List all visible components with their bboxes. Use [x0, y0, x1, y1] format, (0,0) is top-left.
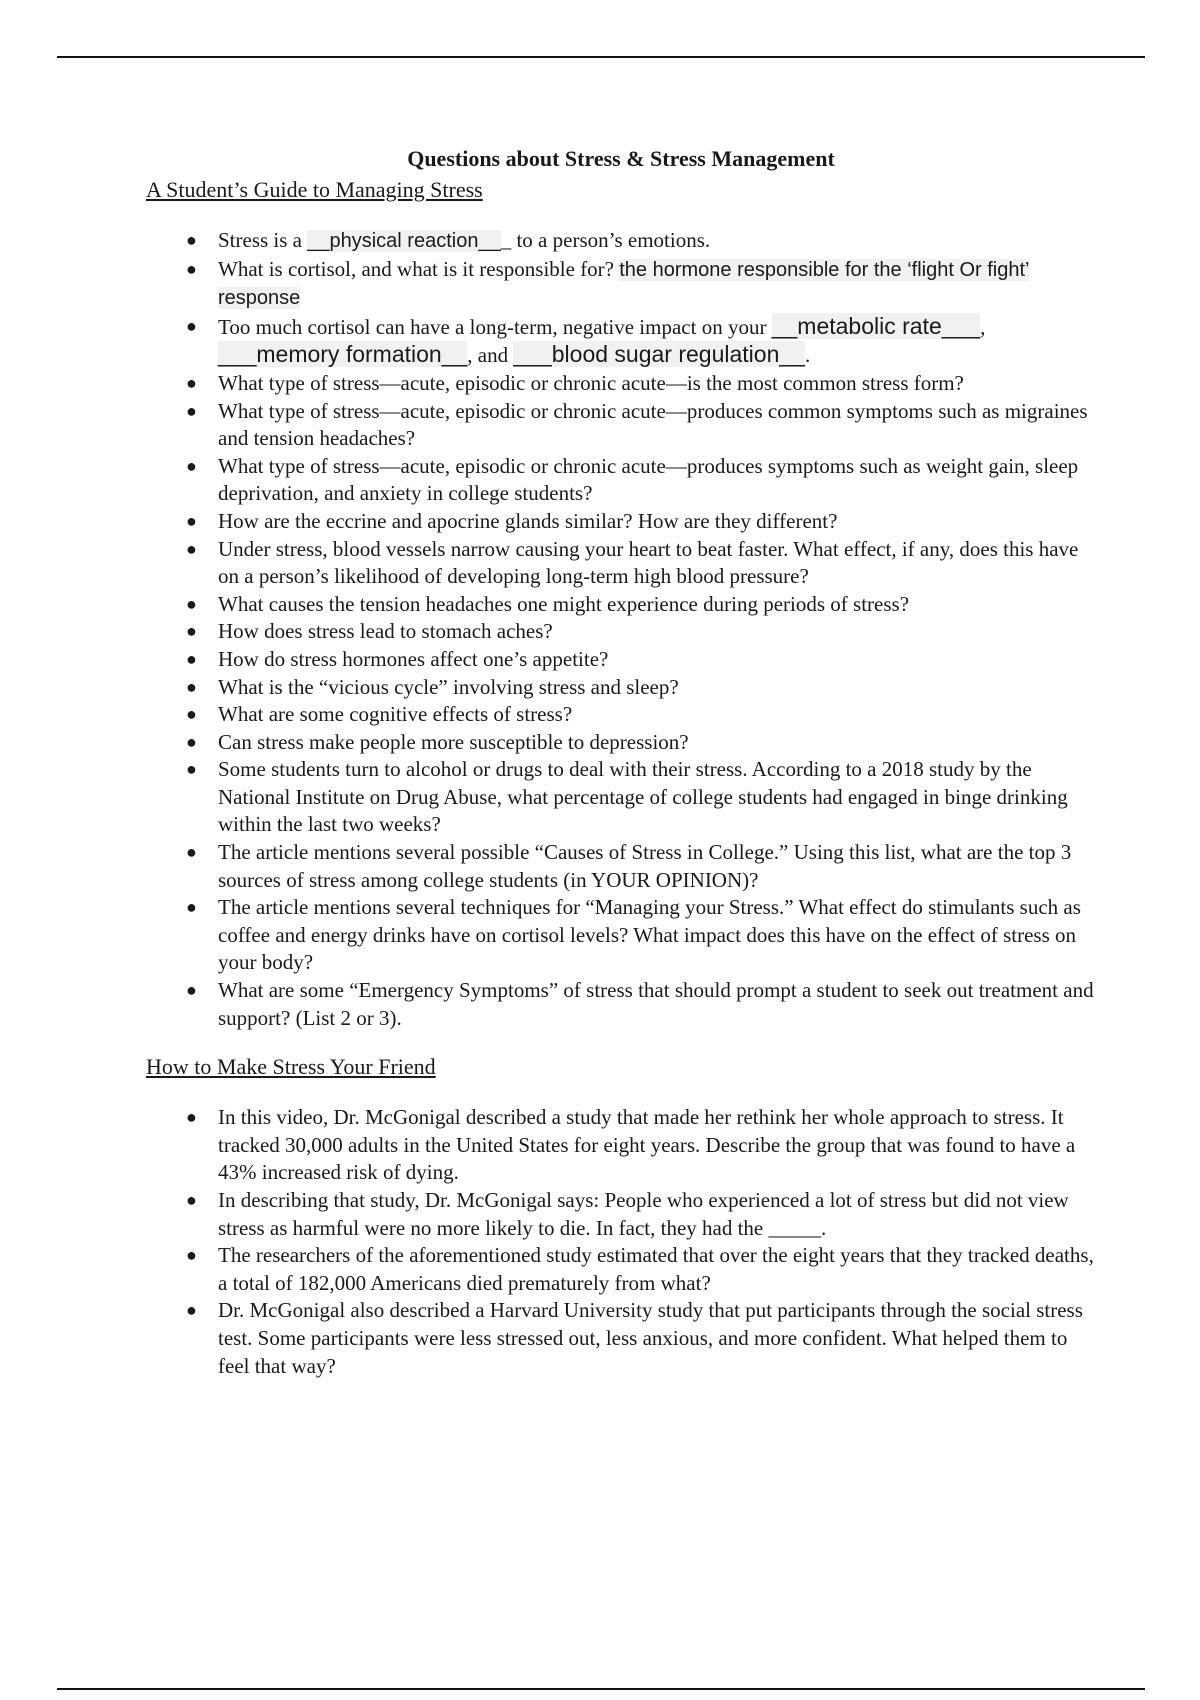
bullet-icon: ● — [186, 759, 197, 780]
header-rule — [57, 56, 1145, 58]
bullet-icon: ● — [186, 593, 197, 614]
question-item: ● What type of stress—acute, episodic or chronic acute—produces common symptoms such as migraines and tension headaches? — [186, 398, 1088, 451]
question-item: ● How do stress hormones affect one’s appetite? — [146, 646, 1096, 674]
bullet-icon: ● — [186, 621, 197, 642]
section-heading-friend: How to Make Stress Your Friend — [146, 1054, 436, 1080]
question-item: ● What type of stress—acute, episodic or chronic acute—produces symptoms such as weight gain, sleep deprivation, and anxiety in college students? — [186, 453, 1079, 506]
answer-text: ___blood sugar regulation__ — [513, 341, 805, 368]
bullet-icon: ● — [186, 676, 197, 697]
question-item: ● The researchers of the aforementioned study estimated that over the eight years that they tracked deaths, a total of 182,000 Americans died prematurely from what? — [186, 1243, 1094, 1295]
bullet-icon: ● — [186, 980, 197, 1001]
answer-text: the hormone responsible for the ‘flight Or fight’ response — [218, 258, 1030, 310]
footer-rule — [57, 1688, 1145, 1690]
bullet-icon: ● — [186, 731, 197, 752]
page-title: Questions about Stress & Stress Management — [407, 146, 835, 171]
question-item: ● What are some cognitive effects of stress? — [146, 701, 1096, 729]
answer-text: ___memory formation__ — [218, 341, 468, 368]
bullet-icon: ● — [186, 538, 197, 559]
question-item: ● What is the “vicious cycle” involving stress and sleep? — [146, 674, 1096, 702]
bullet-icon: ● — [186, 1107, 197, 1128]
answer-text: __physical reaction__ — [307, 230, 501, 252]
bullet-icon: ● — [186, 704, 197, 725]
question-list-guide — [146, 227, 1096, 1032]
bullet-icon: ● — [186, 258, 197, 279]
question-item: ● The article mentions several techniques for “Managing your Stress.” What effect do stimulants such as coffee and energy drinks have on cortisol levels? What impact does this have on the effect of stress on your body? — [186, 895, 1081, 975]
bullet-icon: ● — [186, 510, 197, 531]
question-item: ● In this video, Dr. McGonigal described a study that made her rethink her whole approach to stress. It tracked 30,000 adults in the United States for eight years. Describe the group that was found to have a 43% increased risk of dying. — [186, 1105, 1076, 1185]
bullet-icon: ● — [186, 897, 197, 918]
bullet-icon: ● — [186, 455, 197, 476]
bullet-icon: ● — [186, 1300, 197, 1321]
answer-text: __metabolic rate___ — [771, 312, 981, 339]
question-item: ● How are the eccrine and apocrine glands similar? How are they different? — [146, 508, 1096, 536]
question-item: ● What type of stress—acute, episodic or chronic acute—is the most common stress form? — [146, 370, 1096, 398]
bullet-icon: ● — [186, 1190, 197, 1210]
spacer — [146, 1032, 1096, 1052]
bullet-icon: ● — [186, 315, 197, 336]
question-item: ● In describing that study, Dr. McGonigal says: People who experienced a lot of stress but did not view stress as harmful were no more likely to die. In fact, they had the _____. — [186, 1188, 1069, 1240]
bullet-icon: ● — [186, 230, 197, 250]
question-item: ● The article mentions several possible “Causes of Stress in College.” Using this list, what are the top 3 sources of stress among college students (in YOUR OPINION)? — [186, 840, 1072, 892]
section-heading-guide: A Student’s Guide to Managing Stress — [146, 177, 483, 202]
question-item: ● How does stress lead to stomach aches? — [146, 618, 1096, 646]
bullet-icon: ● — [186, 1245, 197, 1266]
bullet-icon: ● — [186, 842, 197, 863]
question-list-friend — [146, 1104, 1096, 1380]
bullet-icon: ● — [186, 648, 197, 669]
document-body — [146, 143, 1096, 1380]
question-item: ● What is cortisol, and what is it responsible for? the hormone responsible for the ‘flight Or fight’ response — [186, 256, 1030, 310]
bullet-icon: ● — [186, 372, 197, 393]
question-item: ● Dr. McGonigal also described a Harvard University study that put participants through the social stress test. Some participants were less stressed out, less anxious, and more confident. What helped them to feel that way? — [186, 1298, 1083, 1378]
question-item: ● Stress is a __physical reaction___ to a person’s emotions. — [146, 227, 1096, 256]
question-item: ● Under stress, blood vessels narrow causing your heart to beat faster. What effect, if any, does this have on a person’s likelihood of developing long-term high blood pressure? — [186, 536, 1079, 589]
question-item: ● Some students turn to alcohol or drugs to deal with their stress. According to a 2018 study by the National Institute on Drug Abuse, what percentage of college students had engaged in binge drinking within the last two weeks? — [186, 757, 1068, 837]
question-item: ● Too much cortisol can have a long-term, negative impact on your __metabolic rate___, ___memory formation__, and ___blood sugar regulation__. — [186, 312, 986, 368]
question-item: ● Can stress make people more susceptible to depression? — [146, 729, 1096, 757]
question-item: ● What causes the tension headaches one might experience during periods of stress? — [146, 591, 1096, 619]
bullet-icon: ● — [186, 400, 197, 421]
question-item: ● What are some “Emergency Symptoms” of stress that should prompt a student to seek out treatment and support? (List 2 or 3). — [186, 978, 1094, 1030]
